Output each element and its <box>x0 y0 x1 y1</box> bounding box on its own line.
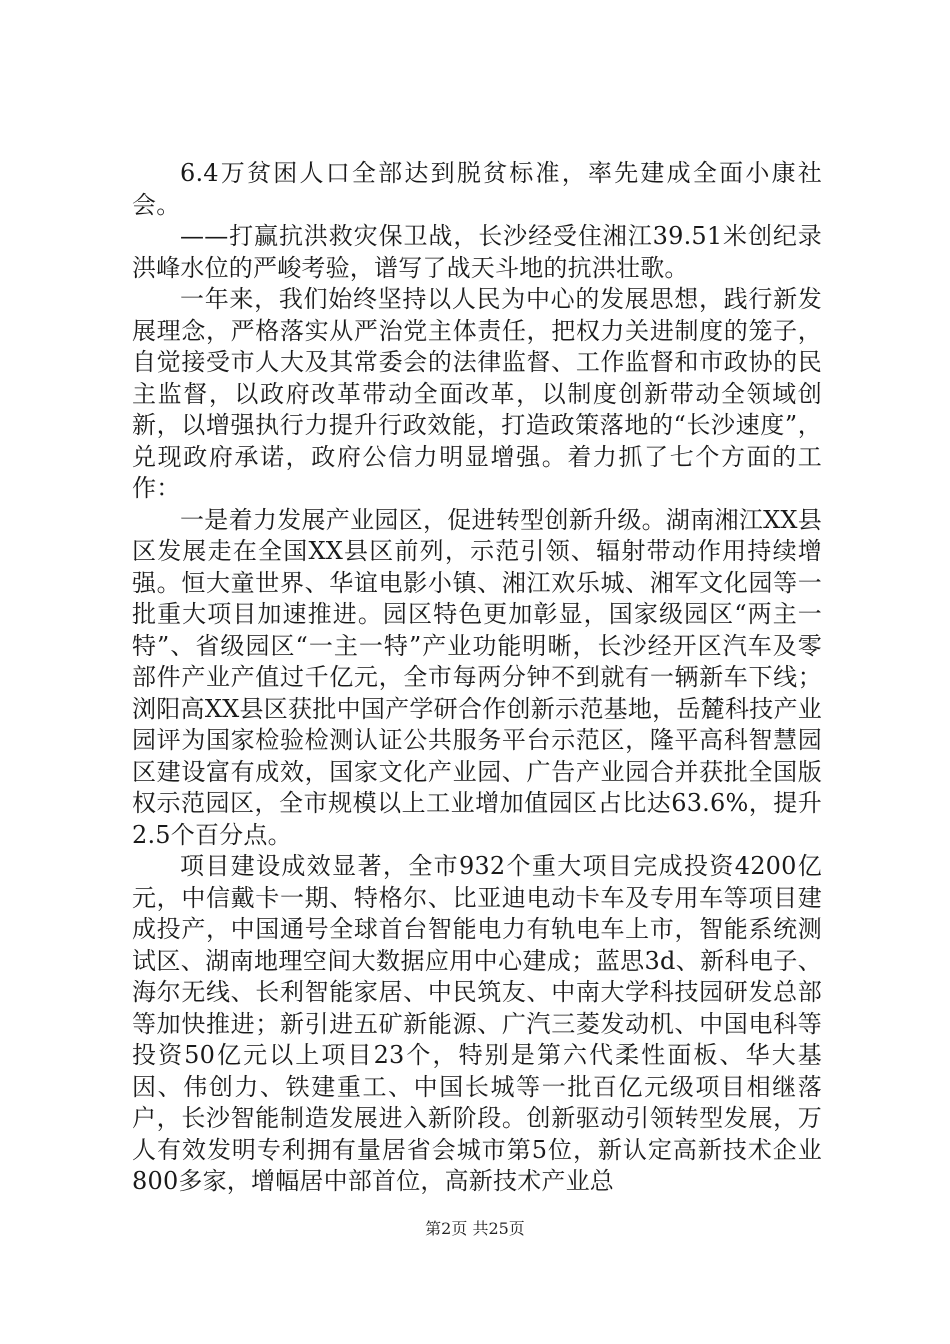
paragraph-1: 6.4万贫困人口全部达到脱贫标准，率先建成全面小康社会。 <box>132 159 822 219</box>
paragraph-2: ——打赢抗洪救灾保卫战，长沙经受住湘江39.51米创纪录洪峰水位的严峻考验，谱写了战天斗地的抗洪壮歌。 <box>132 222 822 282</box>
paragraph-3: 一年来，我们始终坚持以人民为中心的发展思想，践行新发展理念，严格落实从严治党主体责任，把权力关进制度的笼子，自觉接受市人大及其常委会的法律监督、工作监督和市政协的民主监督，以政府改革带动全面改革，以制度创新带动全领域创新，以增强执行力提升行政效能，打造政策落地的“长沙速度”，兑现政府承诺，政府公信力明显增强。着力抓了七个方面的工作： <box>132 285 822 502</box>
document-body <box>132 158 822 1198</box>
paragraph-4: 一是着力发展产业园区，促进转型创新升级。湖南湘江XX县区发展走在全国XX县区前列，示范引领、辐射带动作用持续增强。恒大童世界、华谊电影小镇、湘江欢乐城、湘军文化园等一批重大项目加速推进。园区特色更加彰显，国家级园区“两主一特”、省级园区“一主一特”产业功能明晰，长沙经开区汽车及零部件产业产值过千亿元，全市每两分钟不到就有一辆新车下线；浏阳高XX县区获批中国产学研合作创新示范基地，岳麓科技产业园评为国家检验检测认证公共服务平台示范区，隆平高科智慧园区建设富有成效，国家文化产业园、广告产业园合并获批全国版权示范园区，全市规模以上工业增加值园区占比达63.6%，提升2.5个百分点。 <box>132 505 822 849</box>
paragraph-5: 项目建设成效显著，全市932个重大项目完成投资4200亿元，中信戴卡一期、特格尔、比亚迪电动卡车及专用车等项目建成投产，中国通号全球首台智能电力有轨电车上市，智能系统测试区、湖南地理空间大数据应用中心建成；蓝思3d、新科电子、海尔无线、长利智能家居、中民筑友、中南大学科技园研发总部等加快推进；新引进五矿新能源、广汽三菱发动机、中国电科等投资50亿元以上项目23个，特别是第六代柔性面板、华大基因、伟创力、铁建重工、中国长城等一批百亿元级项目相继落户，长沙智能制造发展进入新阶段。创新驱动引领转型发展，万人有效发明专利拥有量居省会城市第5位，新认定高新技术企业800多家，增幅居中部首位，高新技术产业总 <box>132 852 822 1195</box>
page-number-footer: 第2页 共25页 <box>425 1219 525 1238</box>
